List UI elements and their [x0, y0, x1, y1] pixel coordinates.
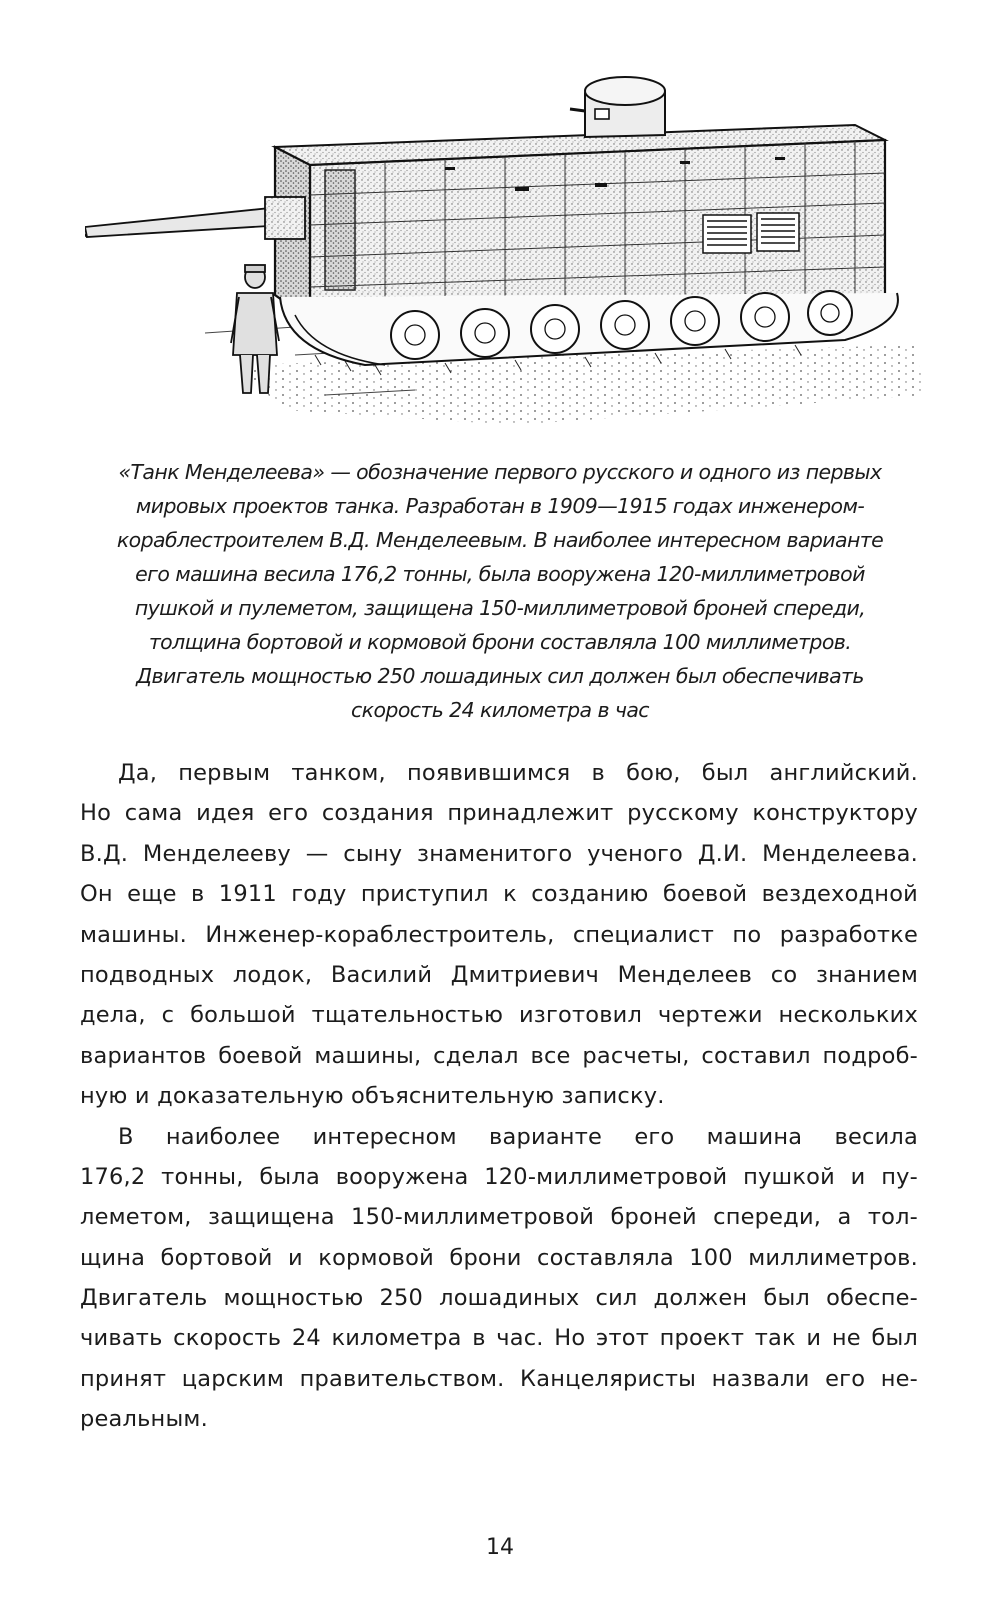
caption-line: Двигатель мощностью 250 лошадиных сил должен был обеспечивать — [136, 664, 864, 688]
body-line: ную и доказательную объяснительную записку. — [80, 1083, 665, 1110]
tank-illustration — [85, 65, 935, 450]
body-text — [80, 753, 918, 1440]
body-line: Да, первым танком, появившимся в бою, был английский. — [118, 760, 918, 786]
body-line: щина бортовой и кормовой брони составляла 100 миллиметров. — [80, 1244, 918, 1271]
body-line: Он еще в 1911 году приступил к созданию боевой вездеходной — [80, 881, 918, 908]
body-line: принят царским правительством. Канцеляристы назвали его не- — [80, 1365, 918, 1392]
body-line: 176,2 тонны, была вооружена 120-миллиметровой пушкой и пу- — [80, 1163, 918, 1190]
body-line: подводных лодок, Василий Дмитриевич Менделеев со знанием — [80, 961, 918, 988]
paragraph-2 — [80, 1117, 918, 1440]
figure-caption — [80, 455, 920, 727]
caption-line: скорость 24 километра в час — [351, 698, 649, 722]
caption-line: мировых проектов танка. Разработан в 1909—1915 годах инженером- — [135, 494, 865, 518]
body-line: В наиболее интересном варианте его машина весила — [118, 1123, 918, 1150]
caption-line: кораблестроителем В.Д. Менделеевым. В наиболее интересном варианте — [116, 528, 884, 552]
body-line: В.Д. Менделееву — сыну знаменитого ученого Д.И. Менделеева. — [80, 840, 918, 867]
paragraph-1 — [80, 753, 918, 1117]
caption-line: толщина бортовой и кормовой брони составляла 100 миллиметров. — [148, 630, 852, 654]
page-number: 14 — [486, 1535, 514, 1560]
body-line: чивать скорость 24 километра в час. Но этот проект так и не был — [80, 1325, 918, 1352]
caption-line: «Танк Менделеева» — обозначение первого русского и одного из первых — [118, 460, 882, 484]
body-line: Двигатель мощностью 250 лошадиных сил должен был обеспе- — [80, 1285, 918, 1312]
body-line: машины. Инженер-кораблестроитель, специалист по разработке — [80, 921, 918, 948]
body-line: леметом, защищена 150-миллиметровой броней спереди, а тол- — [80, 1204, 918, 1231]
body-line: реальным. — [80, 1406, 208, 1433]
body-line: Но сама идея его создания принадлежит русскому конструктору — [80, 800, 918, 827]
caption-line: пушкой и пулеметом, защищена 150-миллиметровой броней спереди, — [134, 596, 866, 620]
body-line: вариантов боевой машины, сделал все расчеты, составил подроб- — [80, 1042, 918, 1069]
caption-line: его машина весила 176,2 тонны, была вооружена 120-миллиметровой — [135, 562, 865, 586]
body-line: дела, с большой тщательностью изготовил чертежи нескольких — [80, 1002, 918, 1029]
